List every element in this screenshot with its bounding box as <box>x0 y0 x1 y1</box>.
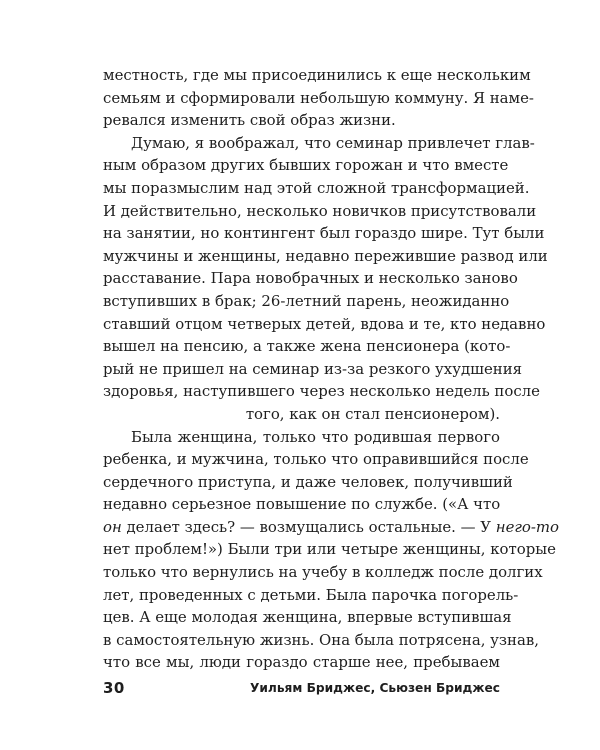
text-line: нет проблем!») Были три или четыре женщины, которые <box>103 540 556 559</box>
text-line: ным образом других бывших горожан и что вместе <box>103 156 509 175</box>
text-line: того, как он стал пенсионером). <box>245 404 500 423</box>
emphasis-text: него-то <box>495 517 559 536</box>
text-line: лет, проведенных с детьми. Была парочка погорель- <box>103 585 519 604</box>
text-line: сердечного приступа, и даже человек, получивший <box>103 472 513 491</box>
paragraph-3 <box>103 426 559 675</box>
text-line: недавно серьезное повышение по службе. («А что <box>103 495 501 514</box>
text-line: цев. А еще молодая женщина, впервые вступившая <box>103 608 512 627</box>
text-line: И действительно, несколько новичков присутствовали <box>103 201 537 220</box>
text-line: местность, где мы присоединились к еще нескольким <box>103 66 531 84</box>
text-line: вступивших в брак; 26-летний парень, неожиданно <box>103 291 510 310</box>
text-line: ревался изменить свой образ жизни. <box>103 111 396 130</box>
text-line: Была женщина, только что родившая первого <box>131 427 500 446</box>
paragraph-2 <box>103 132 548 426</box>
page-footer <box>103 679 500 701</box>
text-line: рый не пришел на семинар из-за резкого ухудшения <box>103 359 523 378</box>
text-line: вышел на пенсию, а также жена пенсионера (кото- <box>103 337 511 356</box>
page-number: 30 <box>103 679 125 697</box>
body-text <box>103 64 559 674</box>
text-fragment: делает здесь? — возмущались остальные. — У <box>121 517 496 536</box>
text-line: только что вернулись на учебу в колледж после долгих <box>103 563 543 582</box>
text-line: семьям и сформировали небольшую коммуну. Я наме- <box>103 88 534 107</box>
text-line: Думаю, я воображал, что семинар привлечет глав- <box>131 133 535 152</box>
running-footer-authors: Уильям Бриджес, Сьюзен Бриджес <box>249 681 500 695</box>
text-line: что все мы, люди гораздо старше нее, пребываем <box>103 653 500 672</box>
text-line: в самостоятельную жизнь. Она была потрясена, узнав, <box>103 630 539 649</box>
text-line: ребенка, и мужчина, только что оправившийся после <box>103 450 529 469</box>
text-line: мужчины и женщины, недавно пережившие развод или <box>103 246 548 265</box>
paragraph-1 <box>103 64 534 132</box>
emphasis-text: он <box>103 517 122 536</box>
text-line: на занятии, но контингент был гораздо шире. Тут были <box>103 224 545 243</box>
text-line: расставание. Пара новобрачных и несколько заново <box>103 269 518 288</box>
text-line: ставший отцом четверых детей, вдова и те, кто недавно <box>103 314 546 333</box>
text-line-with-emphasis <box>103 516 559 539</box>
text-line: здоровья, наступившего через несколько недель после <box>103 382 540 401</box>
text-line: мы поразмыслим над этой сложной трансформацией. <box>103 178 530 197</box>
